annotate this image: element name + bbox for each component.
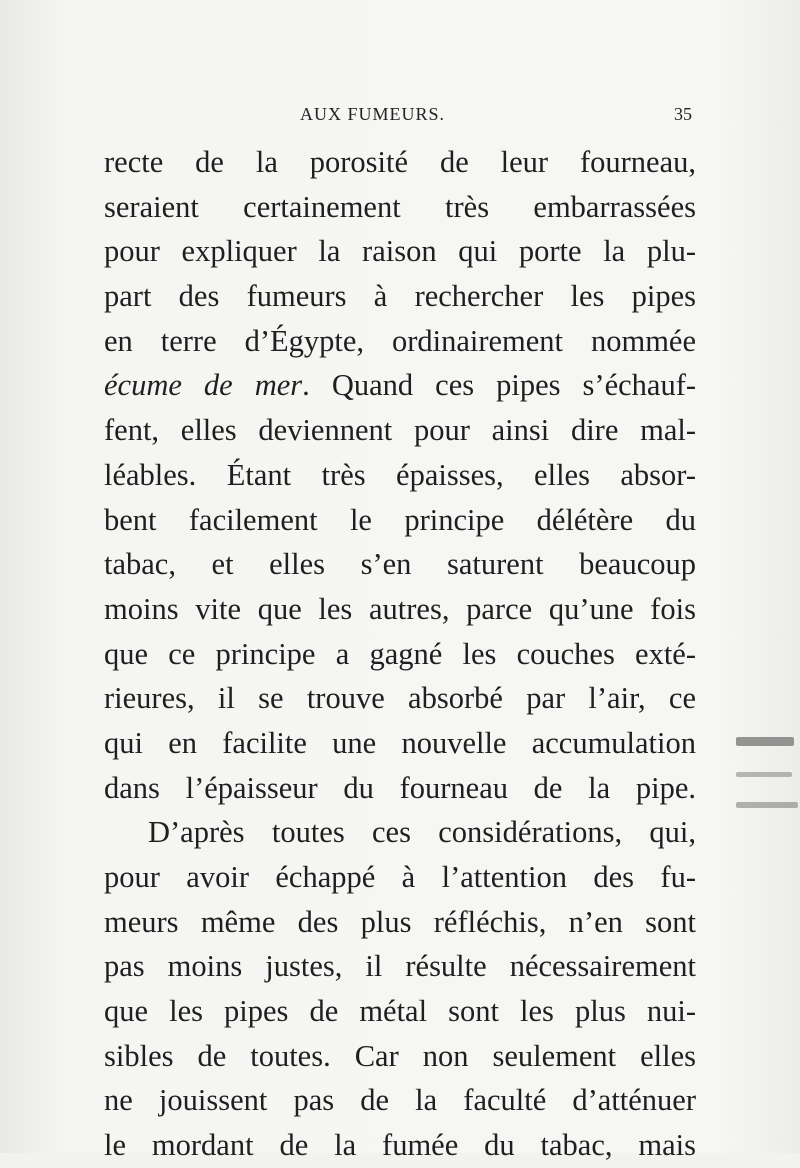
margin-ink-mark	[736, 802, 798, 808]
text-line: sibles de toutes. Car non seulement elles	[104, 1038, 696, 1073]
text-line: part des fumeurs à rechercher les pipes	[104, 279, 696, 314]
text-line: qui en facilite une nouvelle accumulation	[104, 725, 696, 760]
text-line: seraient certainement très embarrassées	[104, 189, 696, 224]
running-head: AUX FUMEURS.	[300, 104, 446, 124]
page-header	[104, 104, 692, 128]
text-segment: . Quand ces pipes s’échauf-	[302, 368, 697, 403]
text-line: rieures, il se trouve absorbé par l’air, ce	[104, 681, 696, 716]
text-line: fent, elles deviennent pour ainsi dire mal-	[104, 413, 696, 448]
body-text	[104, 140, 696, 1168]
text-line: moins vite que les autres, parce qu’une fois	[104, 591, 696, 626]
margin-ink-mark	[736, 772, 792, 777]
text-line: que ce principe a gagné les couches exté-	[104, 636, 696, 671]
text-line: en terre d’Égypte, ordinairement nommée	[104, 323, 696, 358]
text-line: meurs même des plus réfléchis, n’en sont	[104, 904, 696, 939]
text-line-mixed	[104, 363, 696, 408]
text-line: que les pipes de métal sont les plus nui-	[104, 994, 696, 1029]
text-line: bent facilement le principe délétère du	[104, 502, 696, 537]
text-line: D’après toutes ces considérations, qui,	[148, 815, 696, 850]
text-line: le mordant de la fumée du tabac, mais	[104, 1128, 696, 1163]
text-line: pour expliquer la raison qui porte la plu-	[104, 234, 696, 269]
text-line: tabac, et elles s’en saturent beaucoup	[104, 547, 696, 582]
italic-term: écume de mer	[104, 368, 303, 403]
text-line: recte de la porosité de leur fourneau,	[104, 145, 696, 179]
text-line: pas moins justes, il résulte nécessairement	[104, 949, 696, 984]
text-line: léables. Étant très épaisses, elles absor-	[104, 457, 696, 492]
margin-ink-mark	[736, 737, 794, 746]
page-number: 35	[674, 104, 692, 124]
text-line: pour avoir échappé à l’attention des fu-	[104, 860, 696, 894]
text-line: ne jouissent pas de la faculté d’atténuer	[104, 1083, 696, 1118]
text-line: dans l’épaisseur du fourneau de la pipe.	[104, 770, 696, 805]
